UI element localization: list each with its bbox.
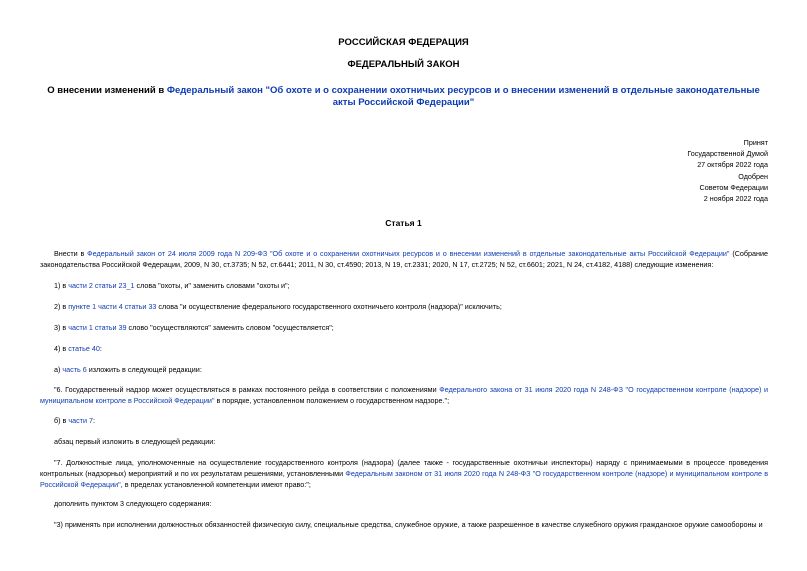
item-1 <box>40 280 768 291</box>
law-title <box>40 85 767 109</box>
article-heading: Статья 1 <box>385 218 422 228</box>
federal-law-248-link[interactable]: Федерального закона от 31 июля 2020 года N 248-ФЗ "О государственном контроле (надзоре) и муниципальном контроле в Российской Федерации" <box>40 385 768 405</box>
item-4-link[interactable]: статье 40 <box>68 344 100 353</box>
item-1-end: слова "охоты, и" заменить словами "охоты и"; <box>134 281 290 290</box>
item-4a-end: изложить в следующей редакции: <box>86 365 202 374</box>
adopted-date: 27 октября 2022 года <box>697 160 768 170</box>
law-type-heading: ФЕДЕРАЛЬНЫЙ ЗАКОН <box>347 59 460 70</box>
quote-6-start: "6. Государственный надзор может осуществляться в рамках постоянного рейда в соответствии с положениями <box>54 385 440 394</box>
item-4a <box>40 364 768 375</box>
item-4 <box>40 343 768 354</box>
item-4b-link[interactable]: части 7 <box>68 416 93 425</box>
intro-text-end: (Собрание законодательства Российской Федерации, 2009, N 30, ст.3735; N 52, ст.6441; 2011, N 30, ст.4590; 2013, N 19, ст.2331; 2020, N 17, ст.2725; N 52, ст.6601; 2021, N 24, ст.4182, 4188) следующие изменения: <box>40 249 769 269</box>
quote-point-3: "3) применять при исполнении должностных обязанностей физическую силу, специальные средства, служебное оружие, а также разрешенное в качестве служебного оружия гражданское оружие самообороны и <box>54 520 763 529</box>
abzac-paragraph: абзац первый изложить в следующей редакции: <box>54 437 216 446</box>
quote-6-end: в порядке, установленном положением о государственном надзоре."; <box>214 396 450 405</box>
item-4-end: : <box>99 344 102 353</box>
quote-part-7 <box>40 457 768 490</box>
intro-text-start: Внести в <box>54 249 88 258</box>
federal-law-248-link-2[interactable]: Федеральным законом от 31 июля 2020 года N 248-ФЗ "О государственном контроле (надзоре) и муниципальном контроле в Российской Федерации" <box>40 469 769 489</box>
item-4b-end: : <box>92 416 95 425</box>
federal-law-209-link[interactable]: Федеральный закон от 24 июля 2009 года N 209-ФЗ "Об охоте и о сохранении охотничьих ресурсов и о внесении изменений в отдельные законодательные акты Российской Федерации" <box>87 249 730 258</box>
quote-7-end: , в пределах установленной компетенции имеют право:"; <box>120 480 311 489</box>
item-3-start: 3) в <box>54 323 69 332</box>
item-4a-start: а) <box>54 365 63 374</box>
adoption-block <box>687 137 768 204</box>
supplement-paragraph: дополнить пунктом 3 следующего содержания: <box>54 499 212 508</box>
item-2 <box>40 301 768 312</box>
item-3-link[interactable]: части 1 статьи 39 <box>68 323 127 332</box>
intro-paragraph <box>40 248 768 270</box>
item-2-end: слова "и осуществление федерального государственного охотничьего контроля (надзора)" исключить; <box>156 302 502 311</box>
item-4a-link[interactable]: часть 6 <box>62 365 87 374</box>
title-prefix: О внесении изменений в <box>47 85 167 96</box>
title-law-link[interactable]: Федеральный закон "Об охоте и о сохранении охотничьих ресурсов и о внесении изменений в отдельные законодательные акты Российской Федерации" <box>166 85 760 108</box>
quote-7-start: "7. Должностные лица, уполномоченные на осуществление государственного контроля (надзора) (далее также - государственные охотничьи инспекторы) наряду с принимаемыми в процессе проведения контрольных (надзорных) мероприятий и по их результатам решениями, установленными <box>40 458 768 478</box>
item-3-end: слово "осуществляются" заменить словом "осуществляется"; <box>126 323 334 332</box>
approved-label: Одобрен <box>738 171 768 181</box>
item-2-link[interactable]: пункте 1 части 4 статьи 33 <box>68 302 157 311</box>
item-4b-start: б) в <box>54 416 69 425</box>
adopted-label: Принят <box>743 138 768 147</box>
item-1-link[interactable]: части 2 статьи 23_1 <box>68 281 135 290</box>
approved-date: 2 ноября 2022 года <box>703 194 768 204</box>
item-2-start: 2) в <box>54 302 69 311</box>
quote-part-6 <box>40 384 768 406</box>
approved-by: Советом Федерации <box>699 182 768 192</box>
item-4-start: 4) в <box>54 344 69 353</box>
adopted-by: Государственной Думой <box>687 149 768 159</box>
item-3 <box>40 322 768 333</box>
item-1-start: 1) в <box>54 281 69 290</box>
country-heading: РОССИЙСКАЯ ФЕДЕРАЦИЯ <box>338 37 469 48</box>
item-4b <box>40 415 768 426</box>
